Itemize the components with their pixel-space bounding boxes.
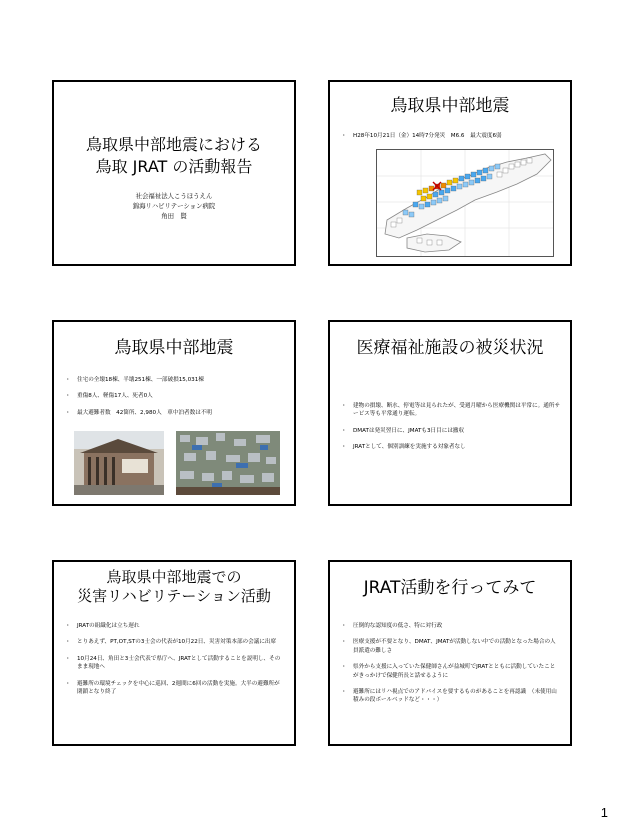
slide-6-title: JRAT活動を行ってみて [363,578,537,598]
slide-3 [52,320,296,506]
author-name: 角田 賢 [161,211,187,220]
slide-1-title-line-1: 鳥取県中部地震における [85,135,262,154]
slide-6-bullet-2: ・ 医療支援が不要となり、DMAT、JMATが活動しない中での活動となった場合の人員派遣の難しさ [344,638,560,655]
slide-2-bullets [344,132,560,148]
slide-6-bullet-3: ・ 県外から支援に入っていた保健師さんが益城町でJRATとともに活動していたことがきっかけで保健所長と話せるように [344,663,560,680]
slide-6-bullet-4: ・ 避難所にはリハ視点でのアドバイスを要するものがあることを再認識 （未使用山積みの段ボールベッドなど・・・） [344,688,560,705]
slide-5-bullet-4: ・ 避難所の環境チェックを中心に巡回、2週間に6回の活動を実施。大半の避難所が閉鎖となり終了 [68,680,284,697]
aerial-damage-photo [176,431,280,495]
author-organization: 社会福祉法人こうほうえん [135,192,213,200]
slide-1 [52,80,296,266]
slide-6-bullet-1: ・ 圧倒的な認知度の低さ、特に対行政 [344,622,560,630]
seismic-intensity-map [376,149,554,257]
slide-5-title-line-2: 災害リハビリテーション活動 [77,586,271,605]
slide-3-bullets [68,376,284,425]
slide-2-bullet: ・ H28年10月21日（金）14時7分発災 M6.6 最大震度6弱 [344,132,560,140]
author-hospital: 錦海リハビリテーション病院 [132,201,216,210]
slide-4-title: 医療福祉施設の被災状況 [356,338,544,358]
slide-5-title-line-1: 鳥取県中部地震での [106,568,242,586]
slide-5-bullets [68,622,284,704]
slide-4-bullet-3: ・ JRATとして、個別訓練を実施する対象者なし [344,443,560,451]
slide-4 [328,320,572,506]
slide-1-title-line-2: 鳥取 JRAT の活動報告 [95,157,253,177]
slide-5-bullet-1: ・ JRATの組織化は立ち遅れ [68,622,284,630]
slide-3-bullet-1: ・ 住宅の全壊18棟、半壊251棟、一部破損15,031棟 [68,376,284,384]
slide-4-bullets [344,402,560,460]
slide-5 [52,560,296,746]
slide-1-author [54,192,294,222]
slide-2-title: 鳥取県中部地震 [390,96,510,116]
slide-5-title [54,568,294,606]
slide-6 [328,560,572,746]
slide-1-title [54,134,294,179]
slide-6-bullets [344,622,560,713]
page-number: 1 [600,805,608,820]
slide-3-bullet-3: ・ 最大避難者数 42箇所、2,980人 車中泊者数は不明 [68,409,284,417]
slide-5-bullet-3: ・ 10月24日、角田と3士会代表で県庁へ、JRATとして活動することを説明し、そのまま現地へ [68,655,284,672]
slide-2 [328,80,572,266]
damaged-house-photo [74,431,164,495]
slide-3-bullet-2: ・ 重傷8人、軽傷17人、死者0人 [68,392,284,400]
slide-4-bullet-1: ・ 建物の損壊、断水、停電等は見られたが、受週月曜から医療機関は平常に。通所サービス等も平常通り運転。 [344,402,560,419]
slide-4-bullet-2: ・ DMATは発災翌日に、JMATも3日目には撤収 [344,427,560,435]
slide-3-title: 鳥取県中部地震 [114,338,234,358]
slide-5-bullet-2: ・ とりあえず、PT,OT,STの3士会の代表が10月22日、災害対策本部の会議に出席 [68,638,284,646]
